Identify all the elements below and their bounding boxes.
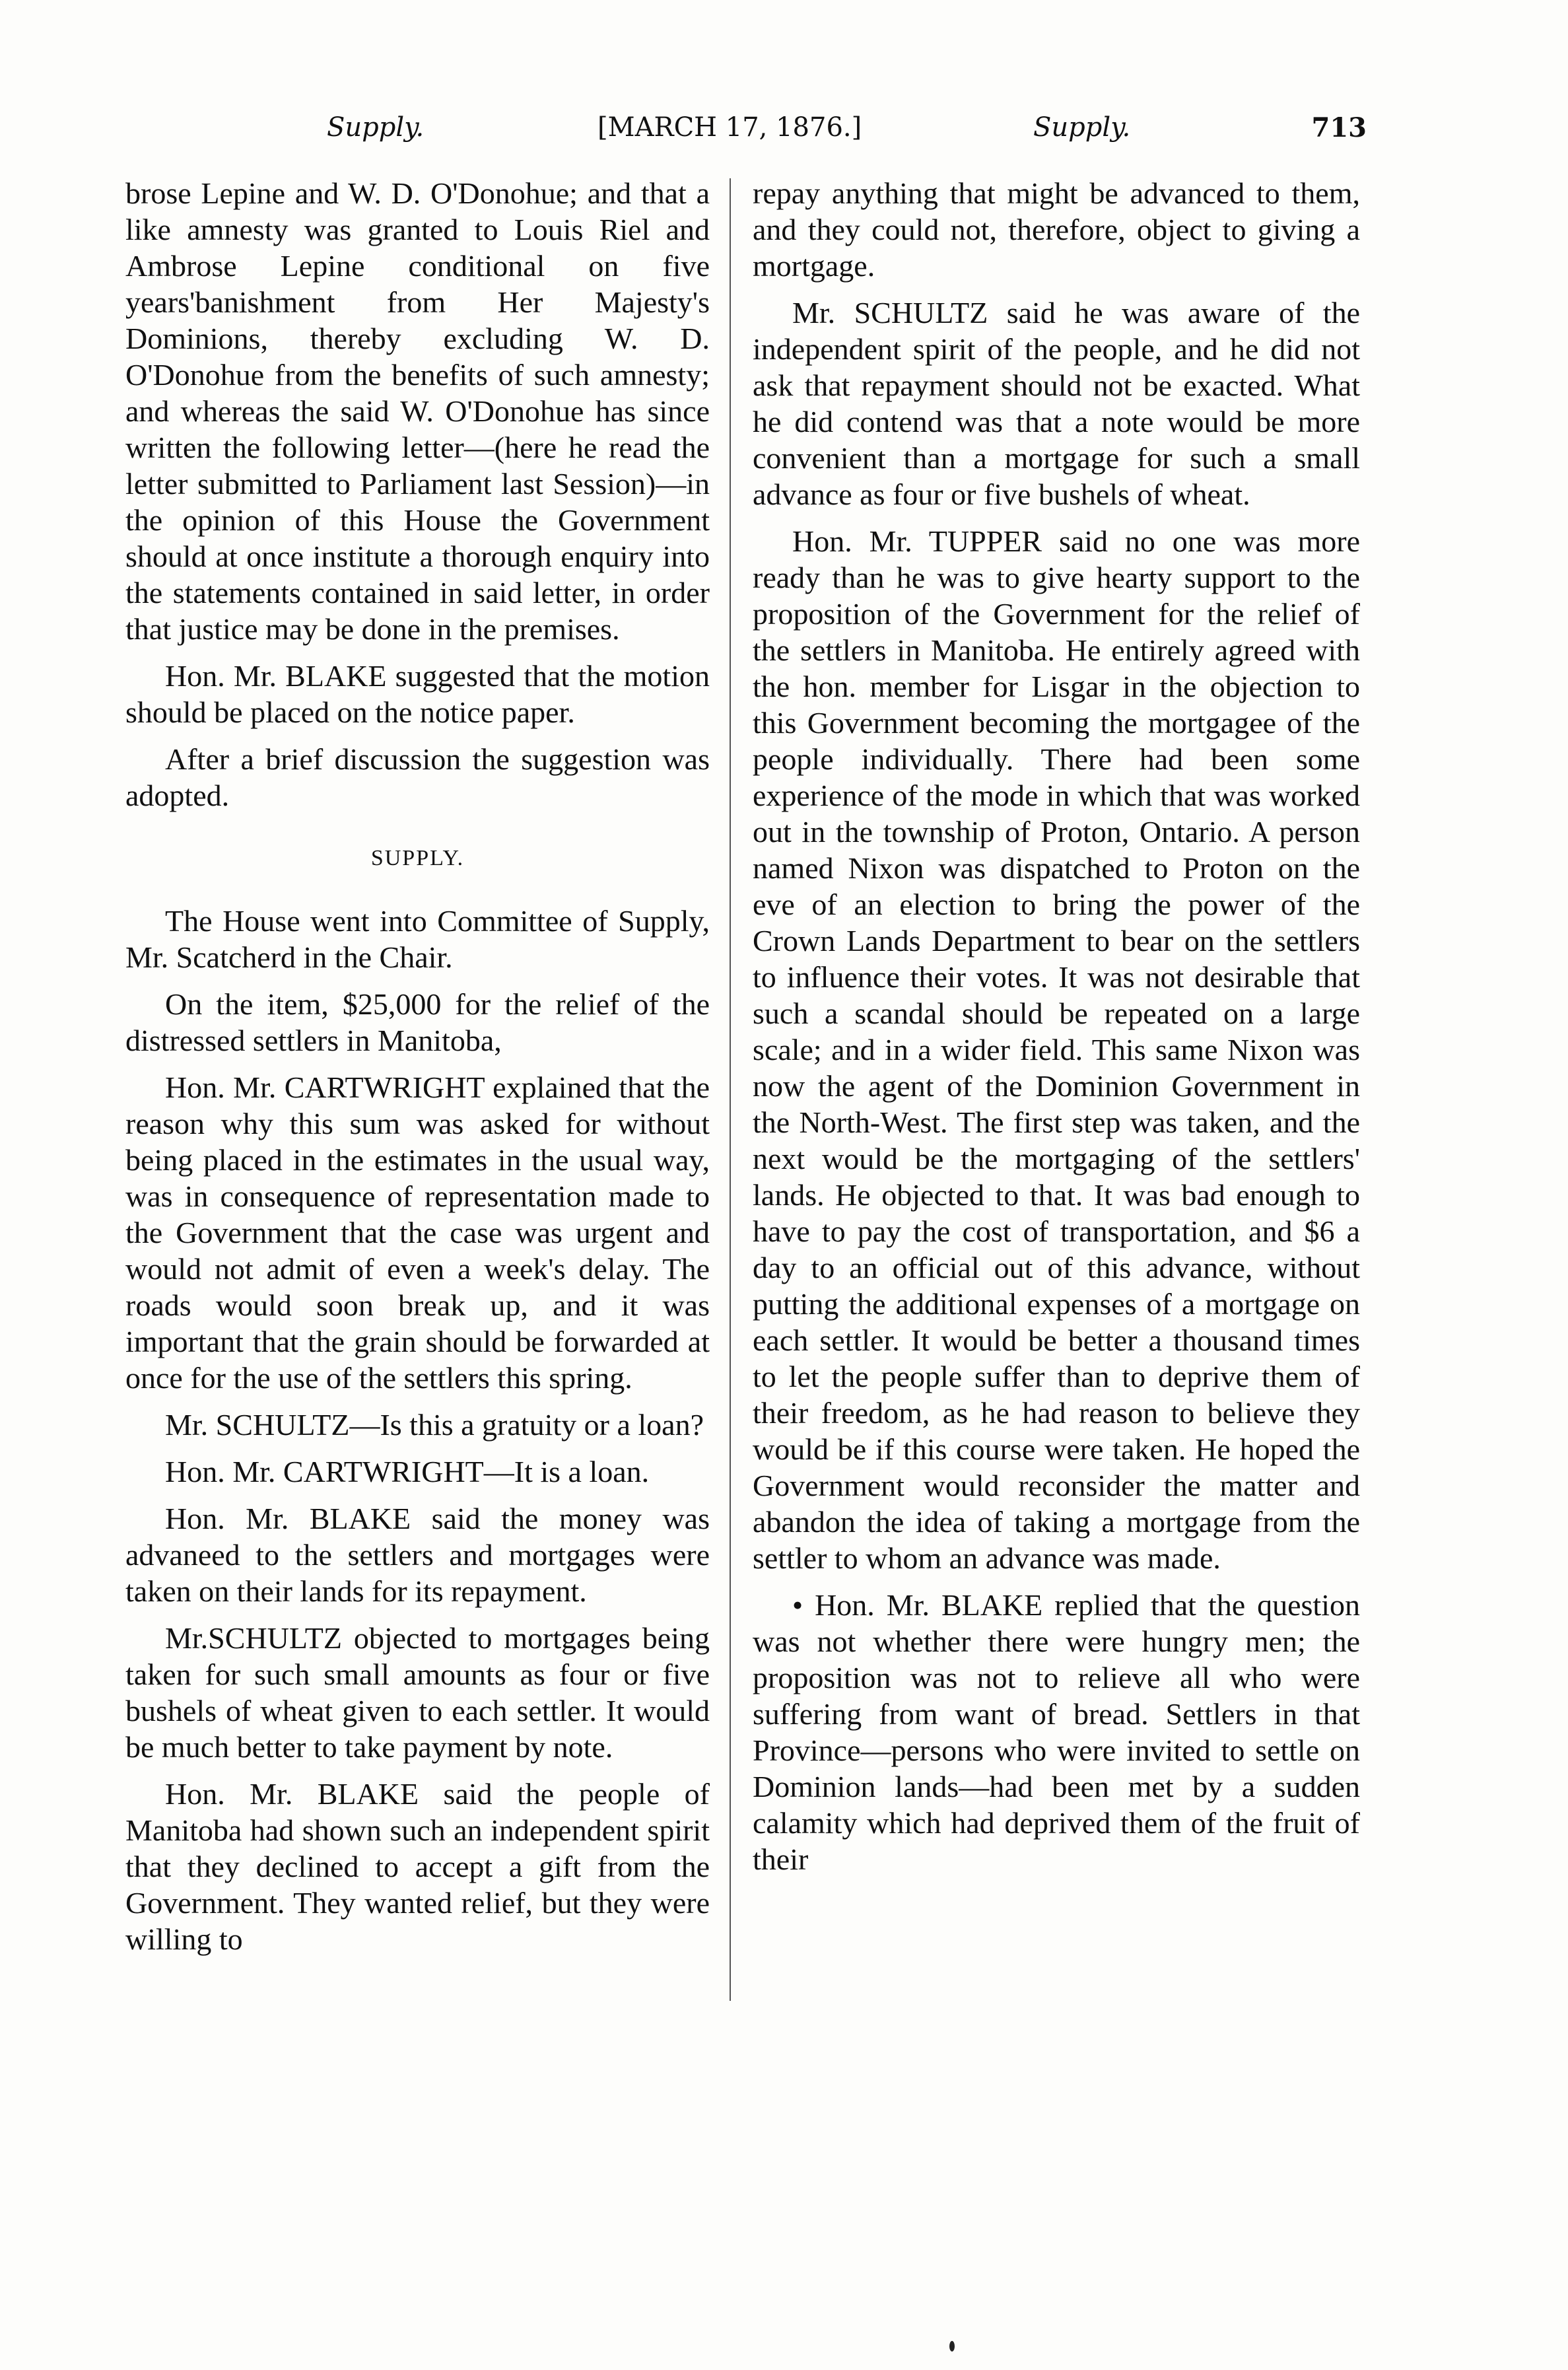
paragraph: • Hon. Mr. BLAKE replied that the question was not whether there were hungry men; the proposition was not to relieve all who were suffering from want of bread. Settlers in that Province—persons who were invited to settle on Dominion lands—had been met by a sudden calamity which had deprived them of the fruit of their (753, 1588, 1360, 1876)
page-number: 713 (1311, 112, 1367, 143)
right-column (753, 175, 1360, 1888)
paragraph: Hon. Mr. CARTWRIGHT—It is a loan. (165, 1455, 650, 1488)
header-right-title: Supply. (1033, 112, 1131, 143)
paragraph: Mr.SCHULTZ objected to mortgages being taken for such small amounts as four or five bushels of wheat given to each settler. It would be much better to take payment by note. (125, 1621, 710, 1764)
paragraph: Hon. Mr. BLAKE said the people of Manitoba had shown such an independent spirit that they declined to accept a gift from the Government. They wanted relief, but they were willing to (125, 1777, 710, 1956)
column-divider (730, 178, 731, 2001)
paragraph: Mr. SCHULTZ—Is this a gratuity or a loan? (165, 1408, 704, 1442)
running-head (125, 112, 1367, 158)
paragraph: Hon. Mr. BLAKE suggested that the motion should be placed on the notice paper. (125, 659, 710, 729)
header-date: [MARCH 17, 1876.] (597, 112, 862, 143)
paragraph: Mr. SCHULTZ said he was aware of the independent spirit of the people, and he did not ask that repayment should not be exacted. What he did contend was that a note would be more convenient than a mortgage for such a small advance as four or five bushels of wheat. (753, 296, 1360, 511)
header-left-title: Supply. (327, 112, 425, 143)
paragraph: Hon. Mr. BLAKE said the money was advaneed to the settlers and mortgages were taken on their lands for its repayment. (125, 1502, 710, 1608)
paragraph: On the item, $25,000 for the relief of the distressed settlers in Manitoba, (125, 987, 710, 1057)
paragraph: After a brief discussion the suggestion was adopted. (125, 742, 710, 812)
paragraph: Hon. Mr. CARTWRIGHT explained that the reason why this sum was asked for without being placed in the estimates in the usual way, was in consequence of representation made to the Government that the case was urgent and would not admit of even a week's delay. The roads would soon break up, and it was important that the grain should be forwarded at once for the use of the settlers this spring. (125, 1070, 710, 1395)
print-mark (949, 2341, 955, 2352)
paragraph: The House went into Committee of Supply, Mr. Scatcherd in the Chair. (125, 904, 710, 974)
paragraph: repay anything that might be advanced to them, and they could not, therefore, object to giving a mortgage. (753, 176, 1360, 283)
paragraph: Hon. Mr. TUPPER said no one was more ready than he was to give hearty support to the proposition of the Government for the relief of the settlers in Manitoba. He entirely agreed with the hon. member for Lisgar in the objection to this Government becoming the mortgagee of the people individually. There had been some experience of the mode in which that was worked out in the township of Proton, Ontario. A person named Nixon was dispatched to Proton on the eve of an election to bring the power of the Crown Lands Department to bear on the settlers to influence their votes. It was not desirable that such a scandal should be repeated on a large scale; and in a wider field. This same Nixon was now the agent of the Dominion Government in the North-West. The first step was taken, and the next would be the mortgaging of the settlers' lands. He objected to that. It was bad enough to have to pay the cost of transportation, and $6 a day to an official out of this advance, without putting the additional expenses of a mortgage on each settler. It would be better a thousand times to let the people suffer than to deprive them of their freedom, as he had reason to believe they would be if this course were taken. He hoped the Government would reconsider the matter and abandon the idea of taking a mortgage from the settler to whom an advance was made. (753, 524, 1360, 1575)
section-heading: SUPPLY. (370, 846, 465, 870)
paragraph: brose Lepine and W. D. O'Donohue; and that a like amnesty was granted to Louis Riel and Ambrose Lepine conditional on five years'banishment from Her Majesty's Dominions, thereby excluding W. D. O'Donohue from the benefits of such amnesty; and whereas the said W. O'Donohue has since written the following letter—(here he read the letter submitted to Parliament last Session)—in the opinion of this House the Government should at once institute a thorough enquiry into the statements contained in said letter, in order that justice may be done in the premises. (125, 176, 710, 646)
left-column (125, 175, 710, 1968)
